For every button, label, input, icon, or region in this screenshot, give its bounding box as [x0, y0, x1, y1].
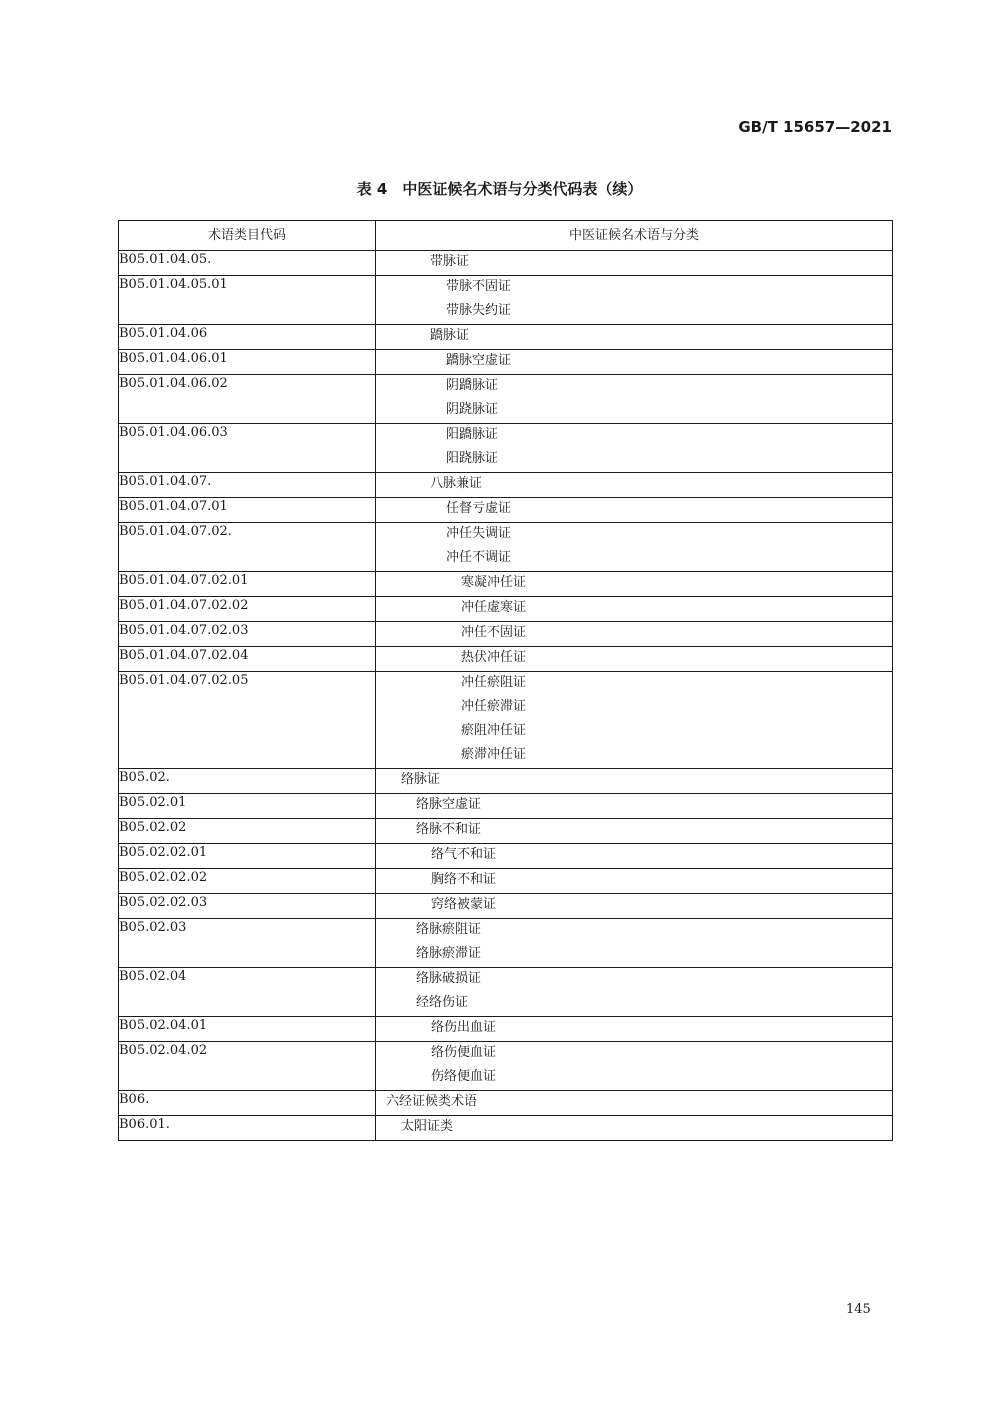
table-row — [119, 251, 893, 276]
table-row — [119, 276, 893, 325]
term-cell — [376, 276, 893, 325]
term-text: 伤络便血证 — [431, 1069, 497, 1084]
term-cell — [376, 794, 893, 819]
term-text: 络脉不和证 — [416, 822, 482, 837]
term-cell — [376, 622, 893, 647]
table-row — [119, 672, 893, 769]
term-text: 络脉证 — [401, 772, 441, 787]
standard-code: GB/T 15657—2021 — [738, 118, 892, 136]
term-text: 络伤便血证 — [431, 1045, 497, 1060]
code-table — [118, 220, 893, 1141]
code-cell: B05.01.04.07. — [119, 473, 376, 498]
term-text: 冲任不固证 — [461, 625, 527, 640]
term-cell — [376, 672, 893, 769]
term-text: 八脉兼证 — [430, 476, 483, 491]
table-row — [119, 473, 893, 498]
table-row — [119, 769, 893, 794]
table-header-row — [119, 221, 893, 251]
term-text: 热伏冲任证 — [461, 650, 527, 665]
term-text: 带脉证 — [430, 254, 470, 269]
term-text: 冲任失调证 — [446, 526, 512, 541]
table-row — [119, 794, 893, 819]
code-cell: B05.01.04.06 — [119, 325, 376, 350]
term-cell — [376, 375, 893, 424]
code-cell: B05.01.04.07.02.05 — [119, 672, 376, 769]
table-row — [119, 919, 893, 968]
term-cell — [376, 819, 893, 844]
table-row — [119, 894, 893, 919]
term-cell — [376, 869, 893, 894]
term-text: 冲任不调证 — [446, 550, 512, 565]
table-row — [119, 1116, 893, 1141]
term-text: 阳跷脉证 — [446, 451, 499, 466]
table-row — [119, 1091, 893, 1116]
code-cell: B05.01.04.06.03 — [119, 424, 376, 473]
code-cell: B05.01.04.07.02.04 — [119, 647, 376, 672]
term-text: 冲任虚寒证 — [461, 600, 527, 615]
term-cell — [376, 844, 893, 869]
table-row — [119, 375, 893, 424]
term-text: 蹻脉空虚证 — [446, 353, 512, 368]
term-text: 六经证候类术语 — [386, 1094, 478, 1109]
code-cell: B05.01.04.07.01 — [119, 498, 376, 523]
code-cell: B05.01.04.05.01 — [119, 276, 376, 325]
term-text: 络气不和证 — [431, 847, 497, 862]
table-body — [119, 251, 893, 1141]
term-text: 蹻脉证 — [430, 328, 470, 343]
term-text: 冲任瘀阻证 — [461, 675, 527, 690]
term-cell — [376, 325, 893, 350]
term-text: 瘀滞冲任证 — [461, 747, 527, 762]
table-row — [119, 1017, 893, 1042]
code-cell: B05.02.04.02 — [119, 1042, 376, 1091]
term-cell — [376, 1042, 893, 1091]
term-text: 任督亏虚证 — [446, 501, 512, 516]
term-cell — [376, 251, 893, 276]
table-row — [119, 424, 893, 473]
term-text: 经络伤证 — [416, 995, 469, 1010]
term-text: 络伤出血证 — [431, 1020, 497, 1035]
term-text: 瘀阻冲任证 — [461, 723, 527, 738]
term-text: 络脉瘀滞证 — [416, 946, 482, 961]
term-text: 窍络被蒙证 — [431, 897, 497, 912]
code-cell: B05.01.04.07.02.01 — [119, 572, 376, 597]
table-row — [119, 622, 893, 647]
term-cell — [376, 769, 893, 794]
table-row — [119, 869, 893, 894]
table-row — [119, 819, 893, 844]
table-row — [119, 647, 893, 672]
code-cell: B05.02. — [119, 769, 376, 794]
page-number: 145 — [846, 1302, 871, 1317]
term-text: 阳蹻脉证 — [446, 427, 499, 442]
code-cell: B05.01.04.05. — [119, 251, 376, 276]
code-cell: B06.01. — [119, 1116, 376, 1141]
table-row — [119, 1042, 893, 1091]
code-cell: B05.02.02 — [119, 819, 376, 844]
term-cell — [376, 1116, 893, 1141]
table-title: 表 4 中医证候名术语与分类代码表（续） — [356, 180, 643, 198]
term-text: 络脉瘀阻证 — [416, 922, 482, 937]
code-cell: B05.02.04 — [119, 968, 376, 1017]
table-row — [119, 844, 893, 869]
term-text: 带脉失约证 — [446, 303, 512, 318]
code-cell: B05.01.04.07.02.03 — [119, 622, 376, 647]
term-cell — [376, 894, 893, 919]
code-cell: B05.01.04.06.02 — [119, 375, 376, 424]
column-header-term: 中医证候名术语与分类 — [376, 221, 893, 251]
term-cell — [376, 919, 893, 968]
code-cell: B05.02.04.01 — [119, 1017, 376, 1042]
table-row — [119, 597, 893, 622]
term-text: 阴跷脉证 — [446, 402, 499, 417]
term-cell — [376, 350, 893, 375]
term-text: 冲任瘀滞证 — [461, 699, 527, 714]
term-cell — [376, 572, 893, 597]
table-row — [119, 968, 893, 1017]
term-cell — [376, 597, 893, 622]
term-cell — [376, 1091, 893, 1116]
code-cell: B05.02.02.01 — [119, 844, 376, 869]
term-cell — [376, 1017, 893, 1042]
code-cell: B05.02.02.02 — [119, 869, 376, 894]
table-row — [119, 350, 893, 375]
term-text: 络脉破损证 — [416, 971, 482, 986]
term-cell — [376, 424, 893, 473]
code-cell: B05.02.03 — [119, 919, 376, 968]
code-cell: B05.02.01 — [119, 794, 376, 819]
term-text: 胸络不和证 — [431, 872, 497, 887]
term-text: 带脉不固证 — [446, 279, 512, 294]
term-text: 阴蹻脉证 — [446, 378, 499, 393]
code-cell: B05.01.04.07.02.02 — [119, 597, 376, 622]
term-cell — [376, 968, 893, 1017]
code-cell: B05.01.04.06.01 — [119, 350, 376, 375]
term-cell — [376, 647, 893, 672]
table-row — [119, 498, 893, 523]
code-cell: B05.01.04.07.02. — [119, 523, 376, 572]
code-cell: B06. — [119, 1091, 376, 1116]
term-text: 寒凝冲任证 — [461, 575, 527, 590]
column-header-code: 术语类目代码 — [119, 221, 376, 251]
code-cell: B05.02.02.03 — [119, 894, 376, 919]
table-row — [119, 572, 893, 597]
term-cell — [376, 498, 893, 523]
table-row — [119, 325, 893, 350]
term-cell — [376, 473, 893, 498]
term-text: 络脉空虚证 — [416, 797, 482, 812]
term-cell — [376, 523, 893, 572]
table-row — [119, 523, 893, 572]
term-text: 太阳证类 — [401, 1119, 454, 1134]
